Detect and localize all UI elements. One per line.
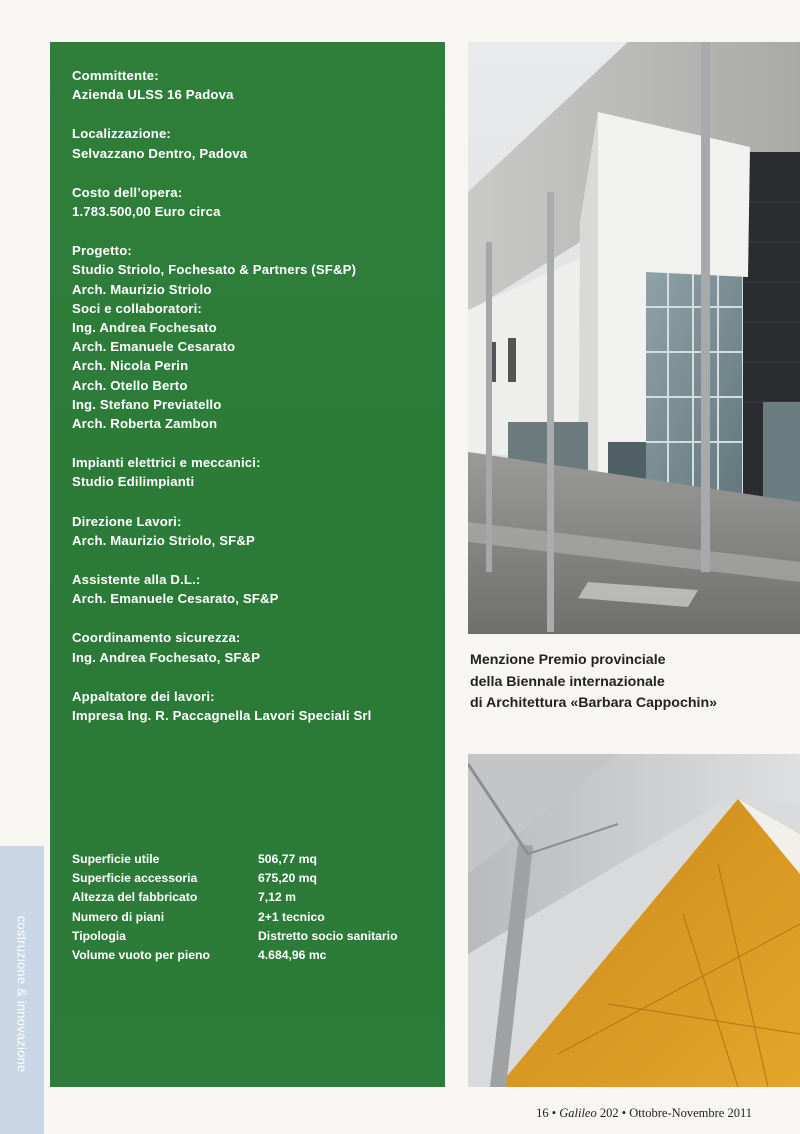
orange-facade-photo (468, 754, 800, 1087)
spec-row (72, 888, 442, 907)
credit-heading: Impianti elettrici e meccanici: (72, 455, 261, 471)
credit-line: Arch. Nicola Perin (72, 358, 189, 374)
spec-row (72, 908, 442, 927)
credit-heading: Localizzazione: (72, 126, 171, 142)
credit-heading: Direzione Lavori: (72, 513, 182, 529)
building-entrance-photo (468, 42, 800, 634)
credit-line: Studio Striolo, Fochesato & Partners (SF&P) (72, 262, 357, 278)
spec-value: 506,77 mq (258, 852, 317, 866)
credit-line: Impresa Ing. R. Paccagnella Lavori Speciali Srl (72, 708, 372, 724)
project-specs-table (72, 850, 442, 965)
section-label: costruzione & innovazione (14, 915, 30, 1073)
spec-label: Tipologia (72, 928, 126, 943)
caption-line: di Architettura «Barbara Cappochin» (470, 695, 718, 711)
spec-row (72, 946, 442, 965)
credit-line: Arch. Emanuele Cesarato (72, 339, 236, 355)
credit-block (72, 124, 442, 162)
credit-line: Ing. Stefano Previatello (72, 396, 222, 412)
credit-line: Ing. Andrea Fochesato (72, 320, 217, 336)
issue-info: 202 • Ottobre-Novembre 2011 (599, 1106, 752, 1120)
magazine-name: Galileo (559, 1106, 597, 1120)
spec-label: Numero di piani (72, 909, 165, 924)
credit-block (72, 241, 442, 433)
credit-line: Arch. Otello Berto (72, 377, 188, 393)
credit-block (72, 183, 442, 221)
spec-value: 7,12 m (258, 890, 296, 905)
spec-row (72, 869, 442, 888)
spec-value: 4.684,96 mc (258, 948, 327, 963)
credit-block (72, 512, 442, 550)
page-footer: 16 • Galileo 202 • Ottobre-Novembre 2011 (536, 1106, 752, 1120)
credit-line: Soci e collaboratori: (72, 300, 202, 316)
credit-line: Arch. Emanuele Cesarato, SF&P (72, 591, 279, 607)
spec-row (72, 927, 442, 946)
credit-line: Arch. Roberta Zambon (72, 416, 218, 432)
credit-heading: Committente: (72, 68, 159, 83)
page-number: 16 (536, 1106, 549, 1120)
credit-line: Selvazzano Dentro, Padova (72, 145, 248, 161)
credit-line: Arch. Maurizio Striolo (72, 281, 212, 297)
credit-line: Arch. Maurizio Striolo, SF&P (72, 532, 255, 548)
credit-heading: Costo dell’opera: (72, 184, 183, 200)
credit-line: 1.783.500,00 Euro circa (72, 204, 221, 220)
credit-heading: Assistente alla D.L.: (72, 572, 201, 588)
spec-label: Altezza del fabbricato (72, 890, 198, 905)
credit-block (72, 628, 442, 666)
credit-heading: Appaltatore dei lavori: (72, 688, 215, 704)
award-caption (470, 650, 790, 715)
caption-line: della Biennale internazionale (470, 673, 665, 690)
credit-line: Azienda ULSS 16 Padova (72, 87, 234, 103)
spec-label: Superficie utile (72, 852, 160, 866)
credit-block (72, 687, 442, 725)
caption-line: Menzione Premio provinciale (470, 652, 666, 668)
spec-label: Superficie accessoria (72, 871, 198, 886)
credits-panel (50, 42, 445, 1087)
credit-line: Ing. Andrea Fochesato, SF&P (72, 649, 261, 665)
spec-value: Distretto socio sanitario (258, 928, 398, 943)
credit-block (72, 453, 442, 491)
credit-block (72, 570, 442, 608)
credit-block (72, 66, 442, 104)
spec-row (72, 850, 442, 869)
spec-value: 2+1 tecnico (258, 909, 325, 924)
spec-value: 675,20 mq (258, 871, 317, 886)
credit-heading: Progetto: (72, 243, 132, 259)
credit-line: Studio Edilimpianti (72, 474, 195, 490)
project-credits (72, 66, 442, 745)
spec-label: Volume vuoto per pieno (72, 948, 210, 963)
credit-heading: Coordinamento sicurezza: (72, 630, 241, 646)
